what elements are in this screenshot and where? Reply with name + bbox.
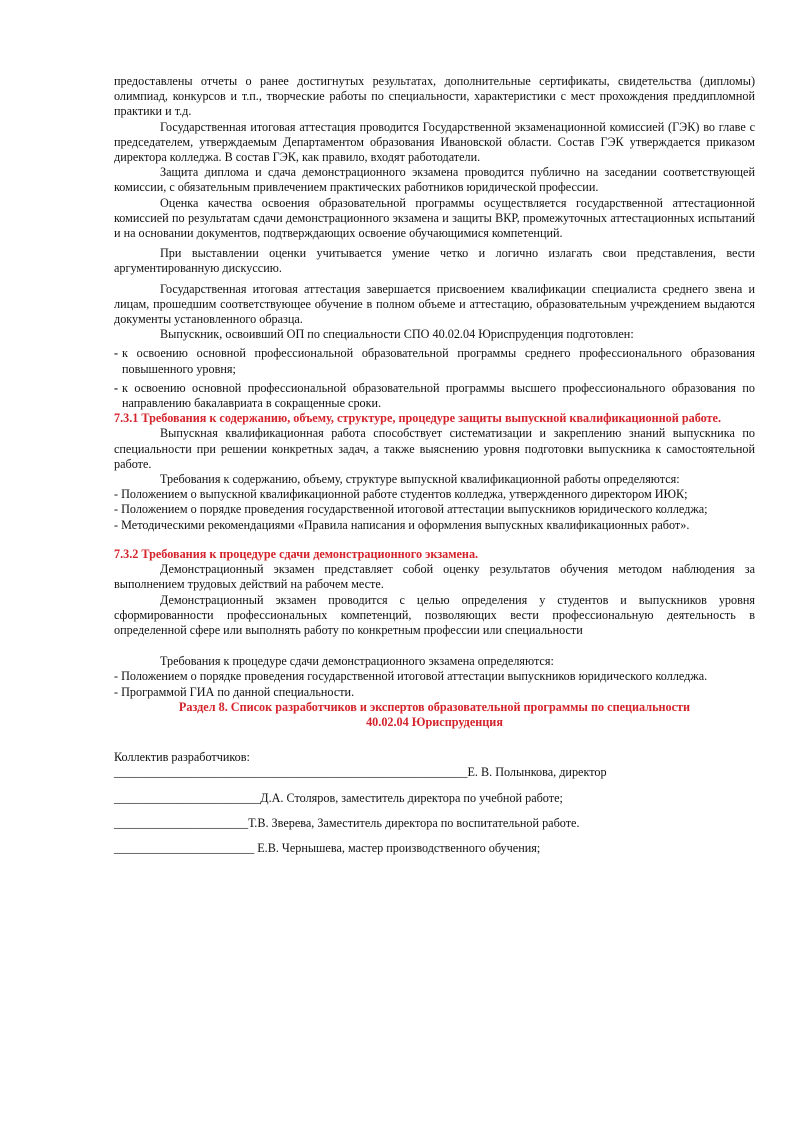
paragraph-gek: Государственная итоговая аттестация проводится Государственной экзаменационной комиссией (ГЭК) во главе с председателем, утверждаемым Департаментом образования Ивановской области. Состав ГЭК утверждается приказом директора колледжа. В состав ГЭК, как правило, входят работодатели. (114, 119, 755, 165)
heading-7-3-2: 7.3.2 Требования к процедуре сдачи демонстрационного экзамена. (114, 546, 479, 561)
list-item: - Положением о порядке проведения государственной итоговой аттестации выпускников юридического колледжа. (114, 669, 708, 684)
section-8-subtitle: 40.02.04 Юриспруденция (366, 714, 503, 729)
signature-line: _______________________ (114, 840, 255, 855)
list-item: - Методическими рекомендациями «Правила написания и оформления выпускных квалификационных работ». (114, 517, 690, 532)
paragraph-continuation: предоставлены отчеты о ранее достигнутых результатах, дополнительные сертификаты, свидетельства (дипломы) олимпиад, конкурсов и т.п., творческие работы по специальности, характеристики с мест прохождения преддипломной практики и т.д. (114, 74, 755, 119)
signature-text: Т.В. Зверева, Заместитель директора по воспитательной работе. (248, 815, 580, 830)
paragraph-demo-exam: Демонстрационный экзамен представляет собой оценку результатов обучения методом наблюдения за выполнением трудовых действий на рабочем месте. (114, 562, 755, 592)
signature-line: ______________________ (114, 815, 249, 830)
list-item (114, 346, 755, 376)
list-item: - Программой ГИА по данной специальности. (114, 684, 355, 699)
signature-row (114, 841, 755, 856)
signature-text: Е.В. Чернышева, мастер производственного обучения; (254, 840, 541, 855)
bullet-marker: - (114, 380, 119, 395)
paragraph-vkr: Выпускная квалификационная работа способствует систематизации и закреплению знаний выпускника по специальности при решении конкретных задач, а также выяснению уровня подготовки выпускника к самостоятельной работе. (114, 426, 755, 471)
paragraph-quality: Оценка качества освоения образовательной программы осуществляется государственной аттестационной комиссией по результатам сдачи демонстрационного экзамена и защиты ВКР, промежуточных аттестационных испытаний и на основании документов, подтверждающих освоение обучающимися компетенций. (114, 195, 755, 241)
list-item: - Положением о выпускной квалификационной работе студентов колледжа, утвержденного директором ИЮК; (114, 487, 688, 502)
signature-line: ________________________ (114, 790, 261, 805)
paragraph-grading: При выставлении оценки учитывается умение четко и логично излагать свои представления, вести аргументированную дискуссию. (114, 246, 755, 276)
bullet-marker: - (114, 346, 119, 361)
page-content (114, 74, 755, 856)
signature-row (114, 816, 755, 831)
section-8-title: Раздел 8. Список разработчиков и экспертов образовательной программы по специальности (178, 699, 691, 714)
heading-7-3-1: 7.3.1 Требования к содержанию, объему, структуре, процедуре защиты выпускной квалификационной работе. (114, 411, 721, 426)
signature-line: __________________________________________________________ (114, 765, 468, 780)
bullet-text: к освоению основной профессиональной образовательной программы среднего профессионального образования повышенного уровня; (122, 346, 755, 376)
paragraph-final: Государственная итоговая аттестация завершается присвоением квалификации специалиста среднего звена и лицам, прошедшим соответствующее обучение в полном объеме и аттестацию, образовательным учреждением выдаются документы установленного образца. (114, 281, 755, 327)
bullet-text: к освоению основной профессиональной образовательной программы высшего профессионального образования по направлению бакалавриата в сокращенные сроки. (122, 380, 755, 411)
list-item (114, 381, 755, 411)
paragraph-demo-requirements: Требования к процедуре сдачи демонстрационного экзамена определяются: (160, 654, 554, 669)
paragraph-demo-purpose: Демонстрационный экзамен проводится с целью определения у студентов и выпускников уровня сформированности профессиональных компетенций, позволяющих вести профессиональную деятельность в определенной сфере или выполнять работу по конкретным профессии или специальности (114, 592, 755, 637)
signature-text: Е. В. Полынкова, директор (467, 765, 607, 780)
paragraph-graduate: Выпускник, освоивший ОП по специальности СПО 40.02.04 Юриспруденция подготовлен: (160, 327, 634, 342)
team-label: Коллектив разработчиков: (114, 750, 250, 765)
paragraph-requirements: Требования к содержанию, объему, структуре выпускной квалификационной работы определяются: (160, 472, 680, 487)
paragraph-defense: Защита диплома и сдача демонстрационного экзамена проводится публично на заседании соответствующей комиссии, с обязательным привлечением практических работников юридической профессии. (114, 165, 755, 195)
signature-text: Д.А. Столяров, заместитель директора по учебной работе; (260, 790, 563, 805)
signature-row (114, 791, 755, 806)
list-item: - Положением о порядке проведения государственной итоговой аттестации выпускников юридического колледжа; (114, 502, 708, 517)
signature-row (114, 765, 755, 780)
